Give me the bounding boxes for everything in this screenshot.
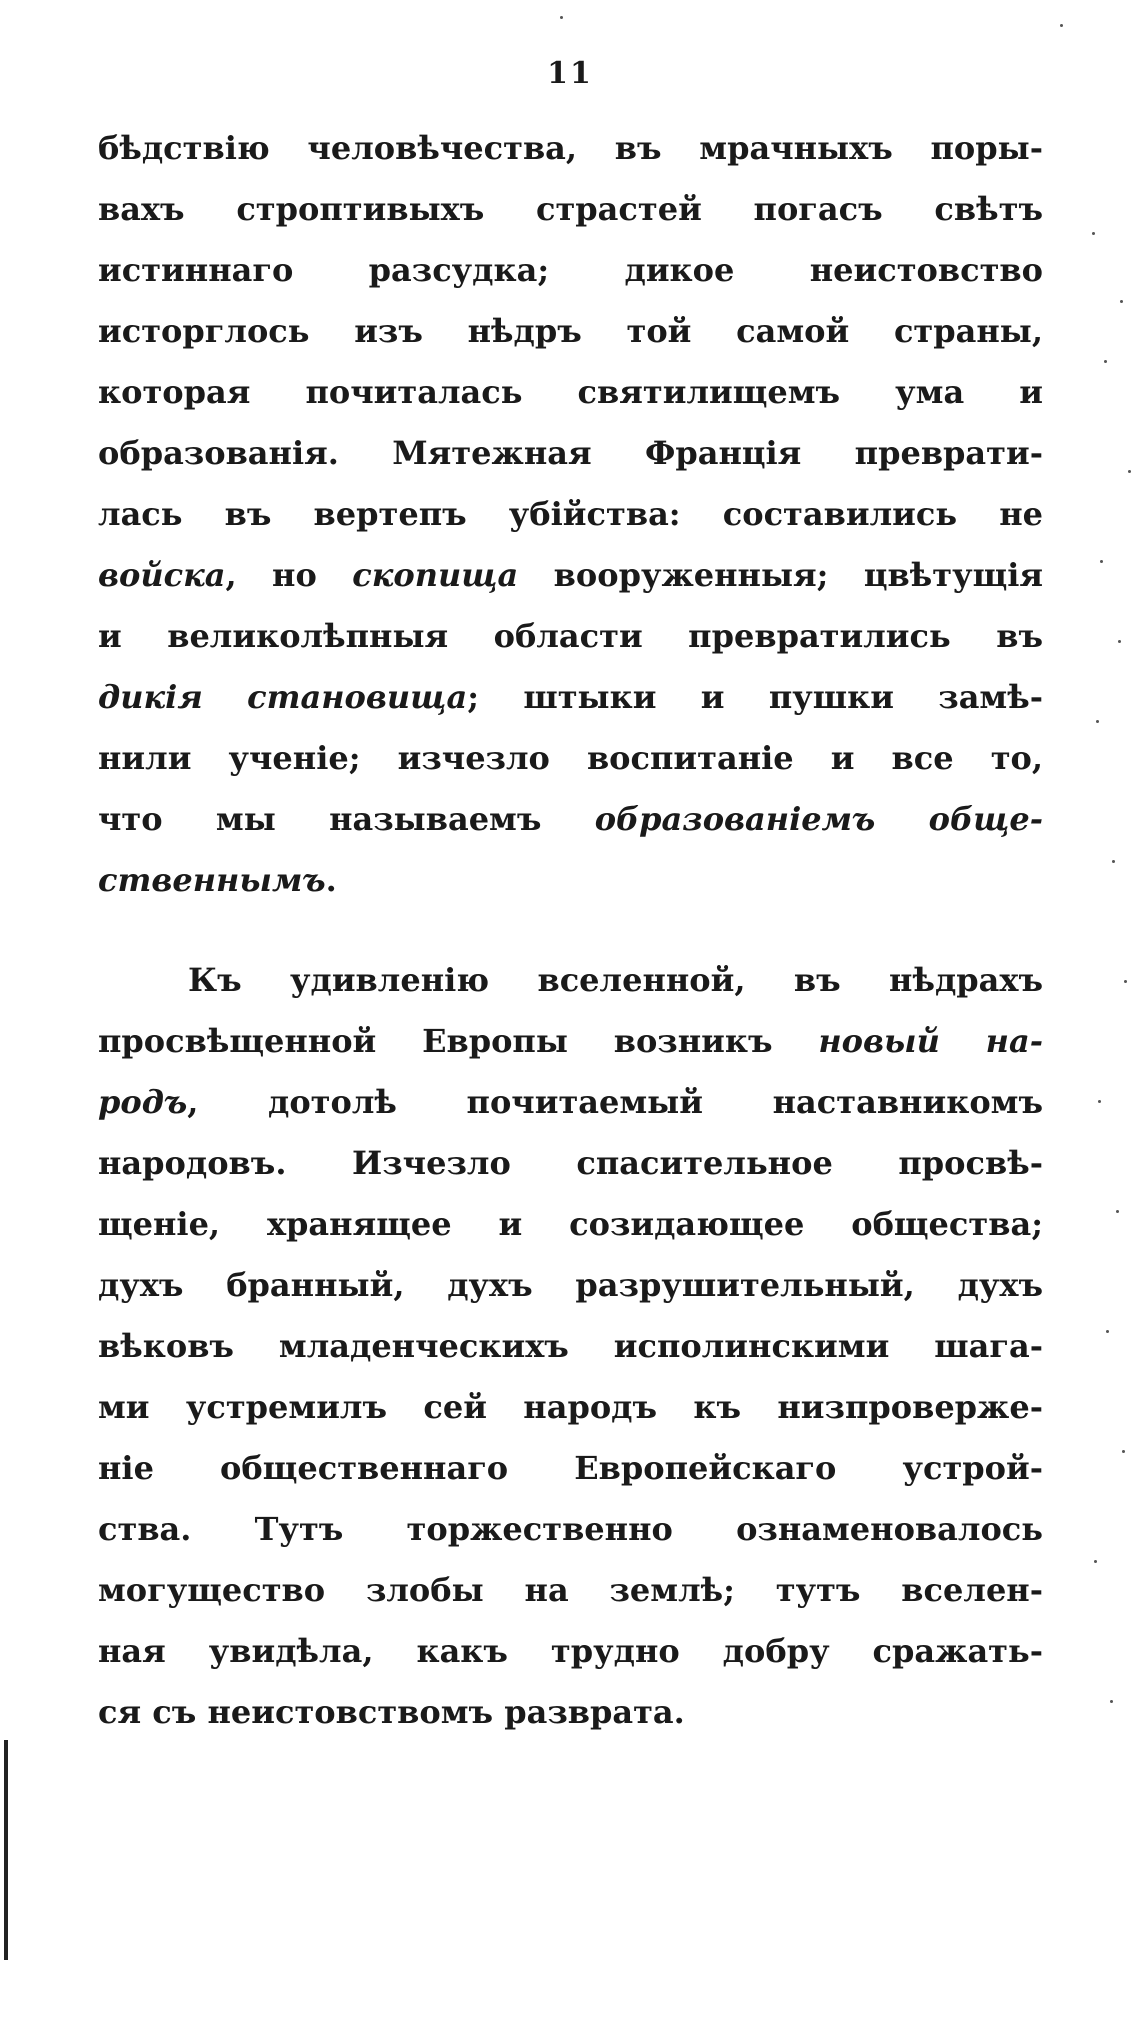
text-segment: ная увидѣла, какъ трудно добру сражать- bbox=[98, 1632, 1043, 1670]
text-line bbox=[98, 950, 1043, 1011]
italic-text: образованіемъ обще- bbox=[594, 800, 1044, 838]
scan-speck bbox=[1098, 1100, 1101, 1103]
text-line bbox=[98, 1011, 1043, 1072]
scan-speck bbox=[1094, 1560, 1097, 1563]
text-line bbox=[98, 1499, 1043, 1560]
text-line bbox=[98, 179, 1043, 240]
text-segment: ся съ неистовствомъ разврата. bbox=[98, 1693, 685, 1731]
text-segment: образованія. Мятежная Франція преврати- bbox=[98, 434, 1043, 472]
scan-speck bbox=[1112, 860, 1115, 863]
text-line bbox=[98, 1194, 1043, 1255]
text-line bbox=[98, 606, 1043, 667]
scan-speck bbox=[1104, 360, 1107, 363]
text-line bbox=[98, 1621, 1043, 1682]
text-segment: что мы называемъ bbox=[98, 800, 595, 838]
text-line bbox=[98, 1072, 1043, 1133]
italic-text: скопища bbox=[352, 556, 519, 594]
text-segment: и великолѣпныя области превратились въ bbox=[98, 617, 1043, 655]
text-line bbox=[98, 240, 1043, 301]
italic-text: новый на- bbox=[818, 1022, 1044, 1060]
italic-text: ственнымъ bbox=[98, 861, 326, 899]
margin-scan-mark bbox=[4, 1740, 8, 1960]
text-segment: , дотолѣ почитаемый наставникомъ bbox=[187, 1083, 1043, 1121]
text-line bbox=[98, 545, 1043, 606]
text-line bbox=[98, 118, 1043, 179]
text-segment: щеніе, хранящее и созидающее общества; bbox=[98, 1205, 1043, 1243]
text-line bbox=[98, 789, 1043, 850]
text-segment: вооруженныя; цвѣтущія bbox=[518, 556, 1044, 594]
text-line bbox=[98, 728, 1043, 789]
text-line bbox=[98, 1682, 1043, 1743]
text-line bbox=[98, 301, 1043, 362]
text-segment: истиннаго разсудка; дикое неистовство bbox=[98, 251, 1043, 289]
scan-speck bbox=[1116, 1210, 1119, 1213]
text-segment: исторглось изъ нѣдръ той самой страны, bbox=[98, 312, 1043, 350]
scan-speck bbox=[1060, 24, 1063, 27]
text-line bbox=[98, 1133, 1043, 1194]
text-line bbox=[98, 484, 1043, 545]
paragraph-1 bbox=[98, 118, 1043, 911]
italic-text: войска bbox=[98, 556, 226, 594]
text-segment: вѣковъ младенческихъ исполинскими шага- bbox=[98, 1327, 1043, 1365]
text-line bbox=[98, 1377, 1043, 1438]
scan-speck bbox=[560, 16, 563, 19]
text-segment: вахъ строптивыхъ страстей погасъ свѣтъ bbox=[98, 190, 1043, 228]
scan-speck bbox=[1120, 300, 1123, 303]
text-segment: лась въ вертепъ убійства: составились не bbox=[98, 495, 1043, 533]
text-line bbox=[98, 1316, 1043, 1377]
scan-speck bbox=[1106, 1330, 1109, 1333]
text-segment: . bbox=[325, 861, 337, 899]
text-segment: духъ бранный, духъ разрушительный, духъ bbox=[98, 1266, 1043, 1304]
text-segment: ства. Тутъ торжественно ознаменовалось bbox=[98, 1510, 1043, 1548]
scan-speck bbox=[1092, 232, 1095, 235]
text-segment: бѣдствію человѣчества, въ мрачныхъ поры- bbox=[98, 129, 1043, 167]
text-line bbox=[98, 667, 1043, 728]
text-segment: могущество злобы на землѣ; тутъ вселен- bbox=[98, 1571, 1043, 1609]
scan-speck bbox=[1100, 560, 1103, 563]
text-segment: ніе общественнаго Европейскаго устрой- bbox=[98, 1449, 1043, 1487]
text-segment: которая почиталась святилищемъ ума и bbox=[98, 373, 1043, 411]
text-line bbox=[98, 1255, 1043, 1316]
text-segment: просвѣщенной Европы возникъ bbox=[98, 1022, 819, 1060]
text-line bbox=[98, 423, 1043, 484]
text-segment: народовъ. Изчезло спасительное просвѣ- bbox=[98, 1144, 1043, 1182]
text-segment: Къ удивленію вселенной, въ нѣдрахъ bbox=[188, 961, 1043, 999]
italic-text: дикія становища bbox=[98, 678, 468, 716]
scan-speck bbox=[1122, 1450, 1125, 1453]
text-line bbox=[98, 1438, 1043, 1499]
text-line bbox=[98, 850, 1043, 911]
text-line bbox=[98, 1560, 1043, 1621]
scan-speck bbox=[1110, 1700, 1113, 1703]
scan-speck bbox=[1128, 470, 1131, 473]
italic-text: родъ bbox=[98, 1083, 188, 1121]
page-number: 11 bbox=[547, 56, 593, 91]
scan-speck bbox=[1124, 980, 1127, 983]
text-segment: нили ученіе; изчезло воспитаніе и все то, bbox=[98, 739, 1043, 777]
paragraph-2 bbox=[98, 950, 1043, 1743]
text-segment: ми устремилъ сей народъ къ низпроверже- bbox=[98, 1388, 1043, 1426]
text-segment: ; штыки и пушки замѣ- bbox=[467, 678, 1044, 716]
scan-speck bbox=[1096, 720, 1099, 723]
text-segment: , но bbox=[225, 556, 353, 594]
scan-speck bbox=[1118, 640, 1121, 643]
text-line bbox=[98, 362, 1043, 423]
